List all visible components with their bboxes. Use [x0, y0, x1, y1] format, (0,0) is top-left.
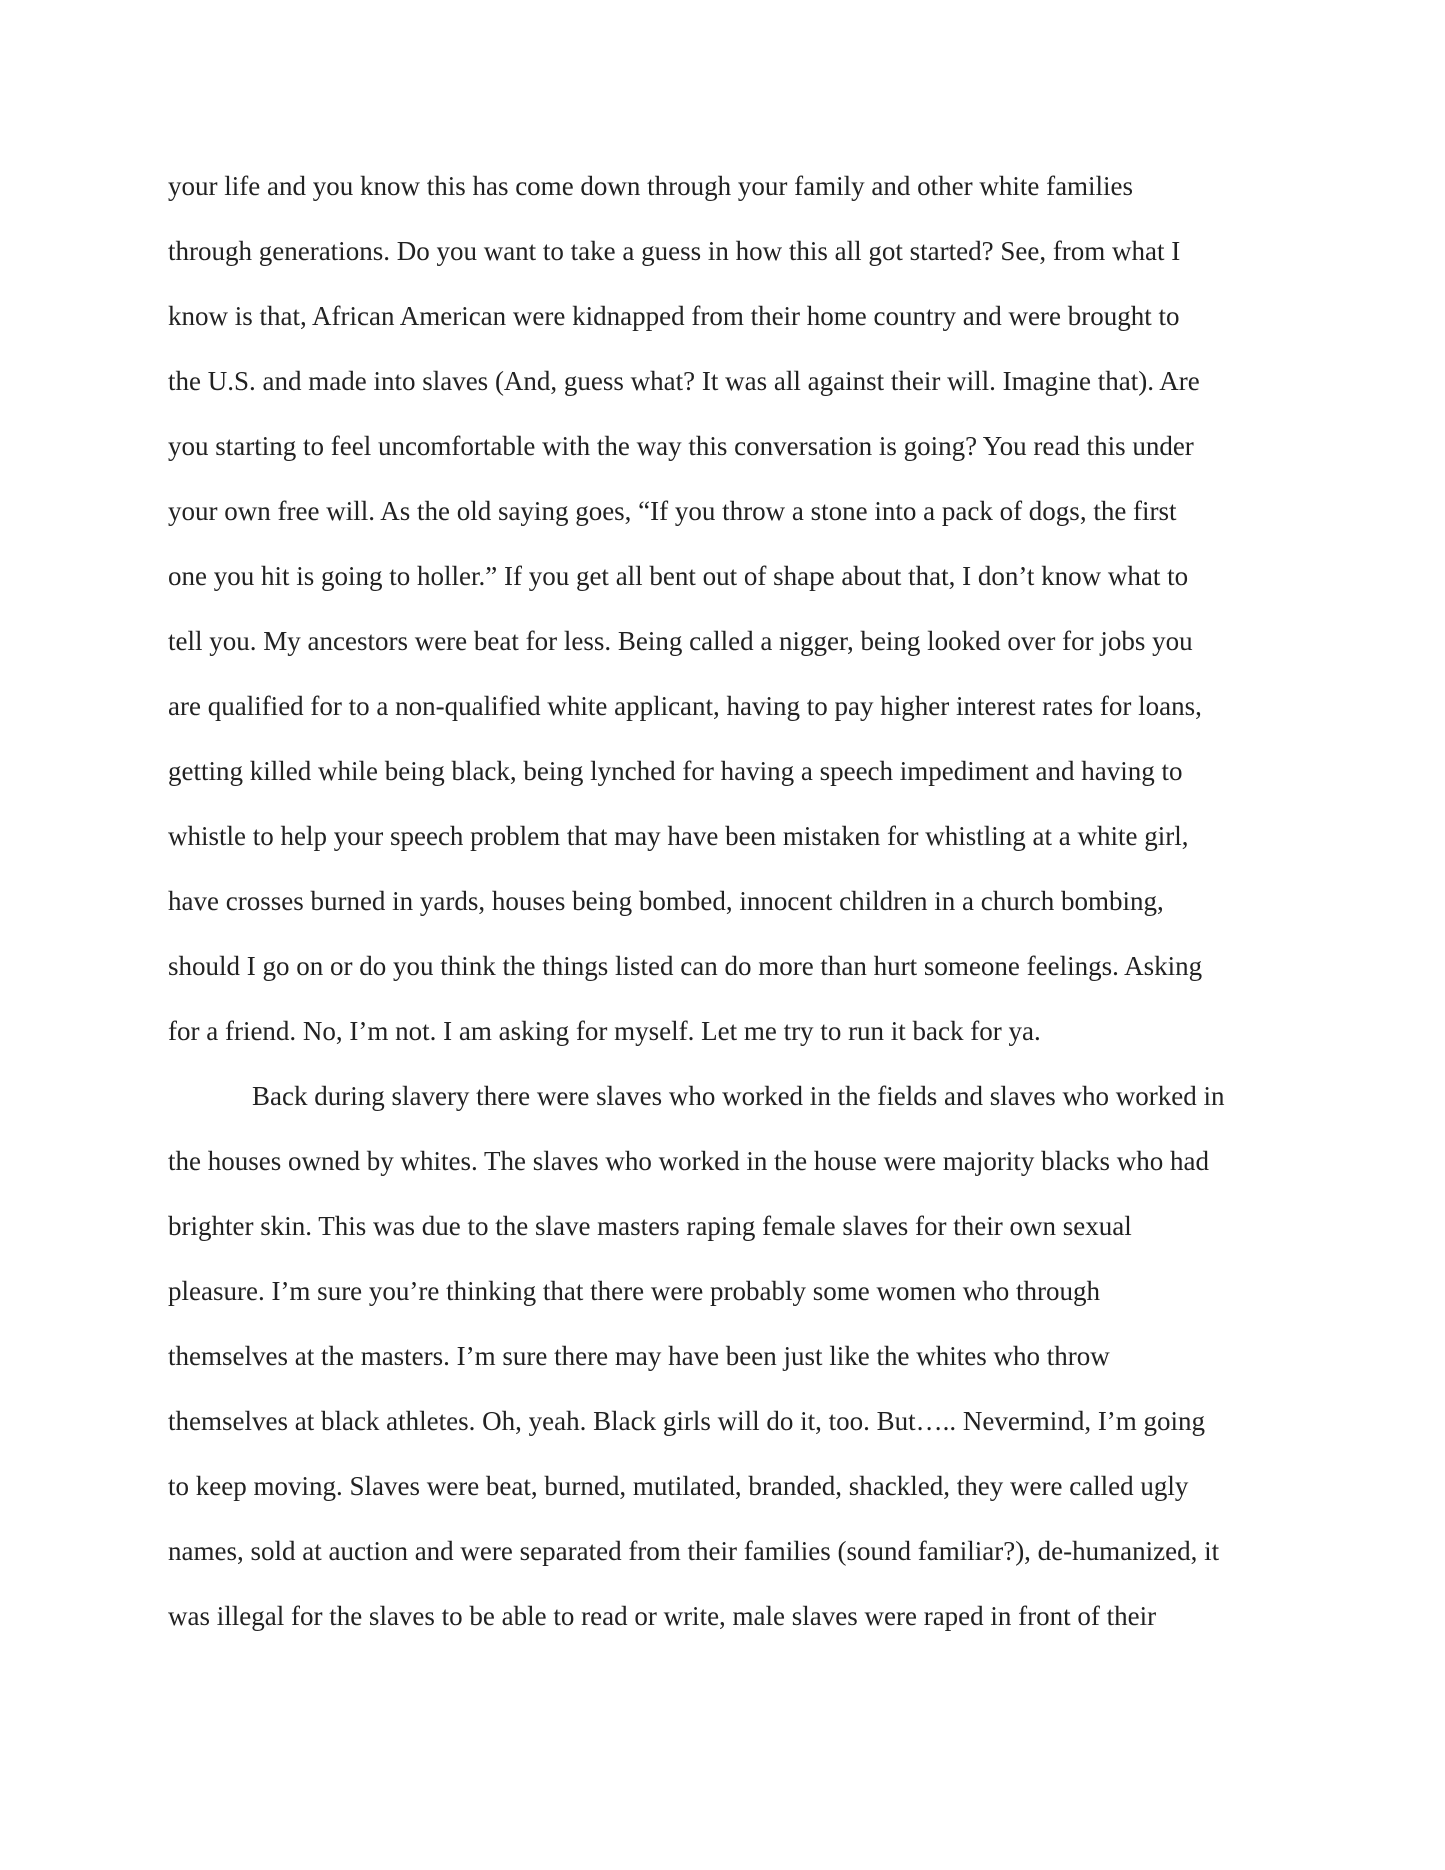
- text-line: was illegal for the slaves to be able to read or write, male slaves were raped in front of their: [168, 1601, 1157, 1631]
- text-line: know is that, African American were kidnapped from their home country and were brought to: [168, 301, 1180, 331]
- text-line: you starting to feel uncomfortable with the way this conversation is going? You read this under: [168, 431, 1194, 461]
- text-line: for a friend. No, I’m not. I am asking for myself. Let me try to run it back for ya.: [168, 1016, 1041, 1046]
- text-line: whistle to help your speech problem that may have been mistaken for whistling at a white girl,: [168, 821, 1189, 851]
- text-line: themselves at black athletes. Oh, yeah. Black girls will do it, too. But….. Nevermind, I’m going: [168, 1406, 1206, 1436]
- text-line: tell you. My ancestors were beat for less. Being called a nigger, being looked over for jobs you: [168, 626, 1193, 656]
- text-line: have crosses burned in yards, houses being bombed, innocent children in a church bombing,: [168, 886, 1164, 916]
- text-line: the U.S. and made into slaves (And, guess what? It was all against their will. Imagine that). Are: [168, 366, 1200, 396]
- text-line: to keep moving. Slaves were beat, burned, mutilated, branded, shackled, they were called ugly: [168, 1471, 1189, 1501]
- text-line: through generations. Do you want to take a guess in how this all got started? See, from what I: [168, 236, 1181, 266]
- text-line: names, sold at auction and were separated from their families (sound familiar?), de-humanized, it: [168, 1536, 1220, 1566]
- text-line: themselves at the masters. I’m sure there may have been just like the whites who throw: [168, 1341, 1110, 1371]
- text-line: are qualified for to a non-qualified white applicant, having to pay higher interest rates for loans,: [168, 691, 1202, 721]
- text-line: brighter skin. This was due to the slave masters raping female slaves for their own sexual: [168, 1211, 1132, 1241]
- text-line: the houses owned by whites. The slaves who worked in the house were majority blacks who had: [168, 1146, 1210, 1176]
- text-line: one you hit is going to holler.” If you get all bent out of shape about that, I don’t know what to: [168, 561, 1189, 591]
- text-line: your life and you know this has come down through your family and other white families: [168, 171, 1134, 201]
- text-line: should I go on or do you think the things listed can do more than hurt someone feelings. Asking: [168, 951, 1203, 981]
- text-line: getting killed while being black, being lynched for having a speech impediment and having to: [168, 756, 1183, 786]
- paragraph-first-line: Back during slavery there were slaves who worked in the fields and slaves who worked in: [252, 1081, 1225, 1111]
- text-line: your own free will. As the old saying goes, “If you throw a stone into a pack of dogs, the first: [168, 496, 1177, 526]
- text-line: pleasure. I’m sure you’re thinking that there were probably some women who through: [168, 1276, 1100, 1306]
